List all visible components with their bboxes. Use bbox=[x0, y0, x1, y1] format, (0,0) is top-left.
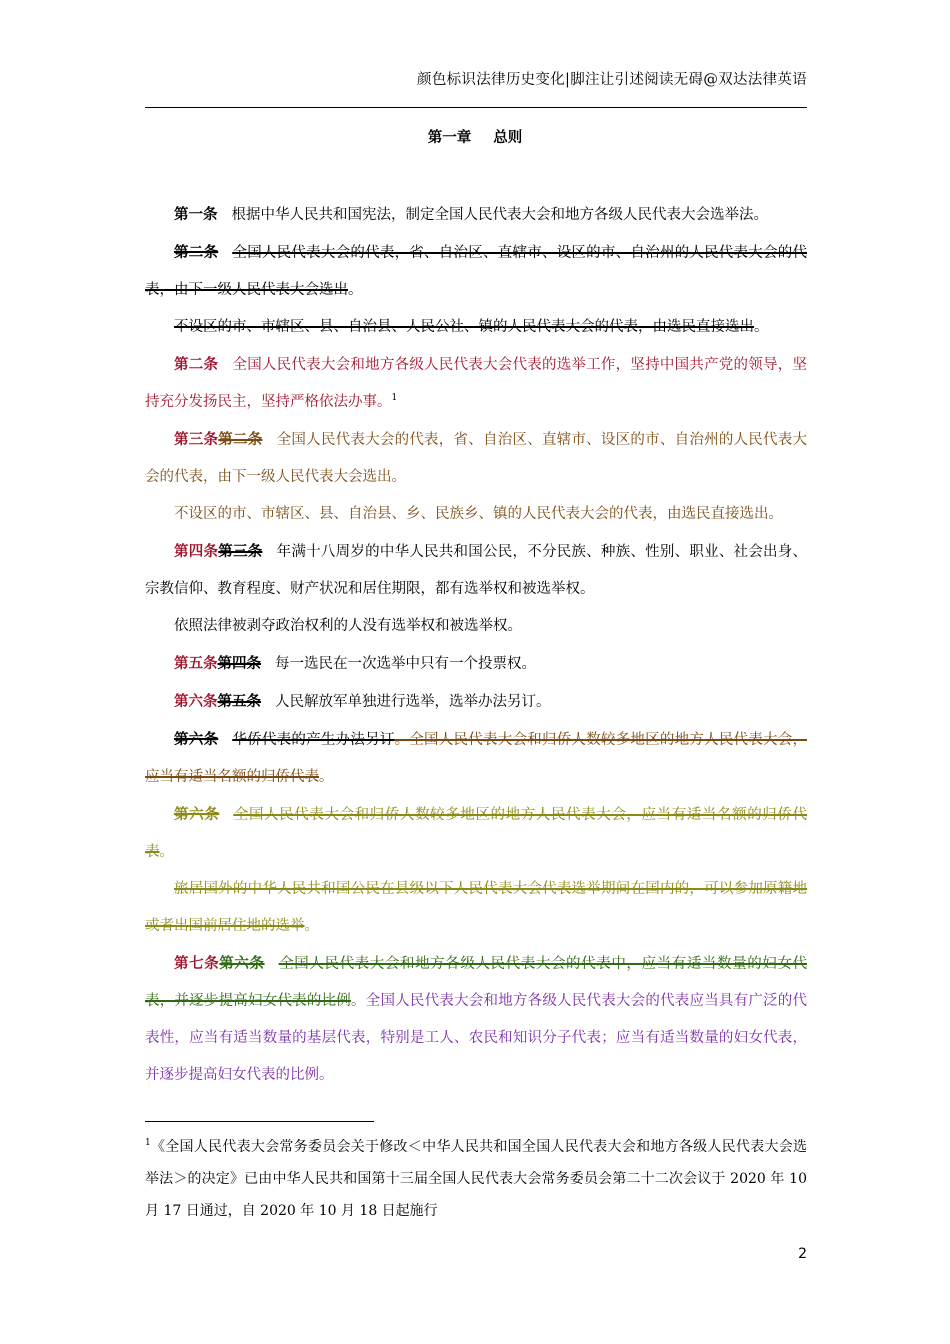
article-3-p2 bbox=[145, 496, 807, 533]
article-6-repealed-b-p2 bbox=[145, 871, 807, 945]
article-label: 第五条 bbox=[174, 655, 218, 672]
article-4-p2 bbox=[145, 608, 807, 645]
page-header: 颜色标识法律历史变化|脚注让引述阅读无碍@双达法律英语 bbox=[417, 72, 807, 88]
article-text: 根据中华人民共和国宪法，制定全国人民代表大会和地方各级人民代表大会选举法。 bbox=[231, 207, 768, 223]
article-2-repealed-p2 bbox=[145, 309, 807, 346]
article-label: 第七条 bbox=[174, 955, 220, 972]
article-text-repealed: 全国人民代表大会和地方各级人民代表大会的代表中，应当有适当数量的妇女代表，并逐步提高妇女代表的比例 bbox=[145, 956, 808, 1009]
footnote-marker: 1 bbox=[145, 1138, 151, 1148]
footnote-ref[interactable]: 1 bbox=[391, 393, 398, 403]
old-article-label: 第二条 bbox=[218, 431, 263, 448]
chapter-number: 第一章 bbox=[427, 129, 472, 146]
page-number: 2 bbox=[798, 1246, 807, 1262]
article-text: 全国人民代表大会和归侨人数较多地区的地方人民代表大会，应当有适当名额的归侨代表 bbox=[145, 807, 808, 860]
punctuation: 。 bbox=[754, 319, 769, 335]
article-text: 不设区的市、市辖区、县、自治县、乡、民族乡、镇的人民代表大会的代表，由选民直接选出。 bbox=[174, 506, 783, 522]
old-article-label: 第三条 bbox=[218, 543, 263, 560]
article-text: 全国人民代表大会和地方各级人民代表大会代表的选举工作，坚持中国共产党的领导，坚持充分发扬民主，坚持严格依法办事。 bbox=[145, 357, 808, 410]
article-text: 每一选民在一次选举中只有一个投票权。 bbox=[275, 656, 536, 672]
article-6 bbox=[145, 683, 807, 721]
article-1 bbox=[145, 196, 807, 234]
article-text: 依照法律被剥夺政治权利的人没有选举权和被选举权。 bbox=[174, 618, 522, 634]
punctuation: 。 bbox=[348, 282, 363, 298]
punctuation: 。 bbox=[304, 918, 319, 934]
header-divider bbox=[145, 107, 807, 108]
article-text: 旅居国外的中华人民共和国公民在县级以下人民代表大会代表选举期间在国内的，可以参加原籍地或者出国前居住地的选举 bbox=[145, 881, 807, 934]
chapter-title: 总则 bbox=[493, 129, 523, 146]
punctuation: 。 bbox=[351, 993, 366, 1009]
article-label: 第二条 bbox=[174, 244, 219, 261]
chapter-heading bbox=[0, 126, 950, 147]
article-text: 全国人民代表大会的代表，省、自治区、直辖市、设区的市、自治州的人民代表大会的代表，由下一级人民代表大会选出。 bbox=[145, 432, 808, 485]
footnote bbox=[145, 1131, 807, 1227]
article-label: 第六条 bbox=[174, 806, 220, 823]
article-label: 第二条 bbox=[174, 356, 219, 373]
article-label: 第四条 bbox=[174, 543, 219, 560]
article-text: 全国人民代表大会的代表，省、自治区、直辖市、设区的市、自治州的人民代表大会的代表，由下一级人民代表大会选出 bbox=[145, 245, 808, 298]
article-3 bbox=[145, 421, 807, 496]
article-text: 人民解放军单独进行选举，选举办法另订。 bbox=[275, 694, 551, 710]
old-article-label: 第六条 bbox=[219, 955, 265, 972]
article-2-repealed-p1 bbox=[145, 234, 807, 309]
article-label: 第六条 bbox=[174, 731, 219, 748]
footnote-divider bbox=[145, 1121, 374, 1122]
punctuation: 。 bbox=[319, 769, 334, 785]
article-text: 不设区的市、市辖区、县、自治县、人民公社、镇的人民代表大会的代表，由选民直接选出 bbox=[174, 319, 754, 335]
article-text-amended: 。全国人民代表大会和归侨人数较多地区的地方人民代表大会，应当有适当名额的归侨代表 bbox=[145, 732, 808, 785]
article-text: 华侨代表的产生办法另订 bbox=[232, 732, 395, 748]
old-article-label: 第五条 bbox=[217, 693, 261, 710]
article-7 bbox=[145, 945, 807, 1094]
article-label: 第一条 bbox=[174, 206, 218, 223]
old-article-label: 第四条 bbox=[217, 655, 261, 672]
footnote-text: 《全国人民代表大会常务委员会关于修改＜中华人民共和国全国人民代表大会和地方各级人民代表大会选举法＞的决定》已由中华人民共和国第十三届全国人民代表大会常务委员会第二十二次会议于 2020 年 10 月 17 日通过，自 2020 年 10 月 18 日起施行 bbox=[145, 1139, 807, 1219]
punctuation: 。 bbox=[159, 844, 174, 860]
article-text: 年满十八周岁的中华人民共和国公民，不分民族、种族、性别、职业、社会出身、宗教信仰、教育程度、财产状况和居住期限，都有选举权和被选举权。 bbox=[145, 544, 808, 597]
article-6-repealed-b bbox=[145, 796, 807, 871]
article-4 bbox=[145, 533, 807, 608]
article-label: 第六条 bbox=[174, 693, 218, 710]
document-body bbox=[145, 196, 807, 1094]
article-text-new: 全国人民代表大会和地方各级人民代表大会的代表应当具有广泛的代表性，应当有适当数量的基层代表，特别是工人、农民和知识分子代表；应当有适当数量的妇女代表，并逐步提高妇女代表的比例。 bbox=[145, 993, 808, 1083]
article-label: 第三条 bbox=[174, 431, 219, 448]
article-2-new bbox=[145, 346, 807, 421]
article-5 bbox=[145, 645, 807, 683]
article-6-repealed-a bbox=[145, 721, 807, 796]
